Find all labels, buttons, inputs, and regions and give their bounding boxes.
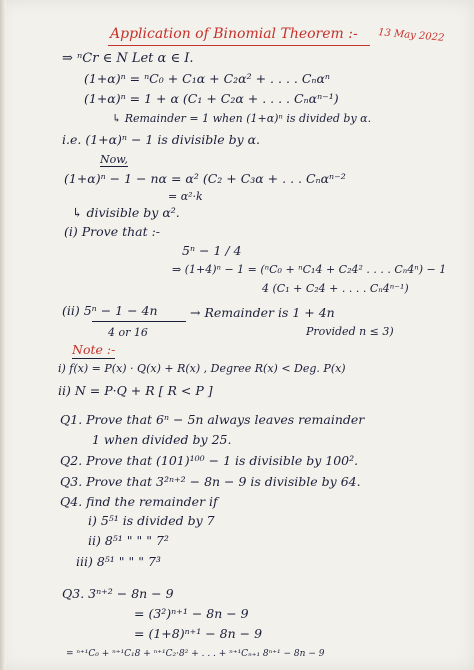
- question-1-cont: 1 when divided by 25.: [92, 432, 232, 447]
- page-binding-shadow: [0, 0, 6, 670]
- question-2: Q2. Prove that (101)¹⁰⁰ − 1 is divisible by 100².: [60, 453, 359, 468]
- note-line-10: (i) Prove that :-: [64, 224, 161, 239]
- question-1: Q1. Prove that 6ⁿ − 5n always leaves remainder: [60, 412, 365, 427]
- note-line-15: 4 or 16: [108, 326, 148, 339]
- note-line-1: ⇒ ⁿCr ∈ N Let α ∈ I.: [62, 51, 194, 66]
- question-3: Q3. Prove that 3²ⁿ⁺² − 8n − 9 is divisible by 64.: [60, 474, 361, 489]
- fraction-bar: [92, 321, 186, 322]
- note-heading: Note :-: [72, 342, 116, 357]
- solution-q3-line-4: = ⁿ⁺¹C₀ + ⁿ⁺¹C₁8 + ⁿ⁺¹C₂·8² + . . . + ⁿ⁺¹Cₙ₊₁ 8ⁿ⁺¹ − 8n − 9: [66, 649, 325, 659]
- note-line-19: i) f(x) = P(x) · Q(x) + R(x) , Degree R(x) < Deg. P(x): [58, 362, 346, 375]
- note-line-12: ⇒ (1+4)ⁿ − 1 = (ⁿC₀ + ⁿC₁4 + C₂4² . . . . Cₙ4ⁿ) − 1: [172, 263, 447, 276]
- note-line-11: 5ⁿ − 1 / 4: [182, 243, 242, 258]
- note-line-2: (1+α)ⁿ = ⁿC₀ + C₁α + C₂α² + . . . . Cₙαⁿ: [84, 71, 330, 86]
- note-line-6: Now,: [100, 153, 128, 166]
- question-4-part-3: iii) 8⁵¹ " " " 7³: [76, 554, 161, 569]
- note-line-8: = α²·k: [168, 190, 203, 203]
- question-4-part-2: ii) 8⁵¹ " " " 7²: [88, 533, 169, 548]
- note-line-20: ii) N = P·Q + R [ R < P ]: [58, 383, 213, 398]
- page-date: 13 May 2022: [377, 27, 445, 44]
- note-line-7: (1+α)ⁿ − 1 − nα = α² (C₂ + C₃α + . . . Cₙαⁿ⁻²: [64, 171, 346, 186]
- note-line-17: Provided n ≤ 3): [306, 325, 394, 338]
- note-line-9: ↳ divisible by α².: [72, 205, 180, 220]
- note-line-13: 4 (C₁ + C₂4 + . . . . Cₙ4ⁿ⁻¹): [262, 282, 409, 295]
- question-4: Q4. find the remainder if: [60, 494, 218, 509]
- title-underline: [108, 45, 370, 46]
- note-line-4: ↳ Remainder = 1 when (1+α)ⁿ is divided by α.: [112, 112, 372, 125]
- question-4-part-1: i) 5⁵¹ is divided by 7: [88, 513, 215, 528]
- note-line-14: (ii) 5ⁿ − 1 − 4n: [62, 303, 158, 318]
- note-line-16: → Remainder is 1 + 4n: [190, 305, 335, 320]
- page-title: Application of Binomial Theorem :-: [110, 26, 358, 42]
- solution-q3-line-2: = (3²)ⁿ⁺¹ − 8n − 9: [134, 606, 249, 621]
- note-line-5: i.e. (1+α)ⁿ − 1 is divisible by α.: [62, 132, 261, 147]
- note-line-3: (1+α)ⁿ = 1 + α (C₁ + C₂α + . . . . Cₙαⁿ⁻¹): [84, 91, 339, 106]
- solution-q3-line-3: = (1+8)ⁿ⁺¹ − 8n − 9: [134, 626, 263, 641]
- solution-q3-line-1: Q3. 3ⁿ⁺² − 8n − 9: [62, 586, 174, 601]
